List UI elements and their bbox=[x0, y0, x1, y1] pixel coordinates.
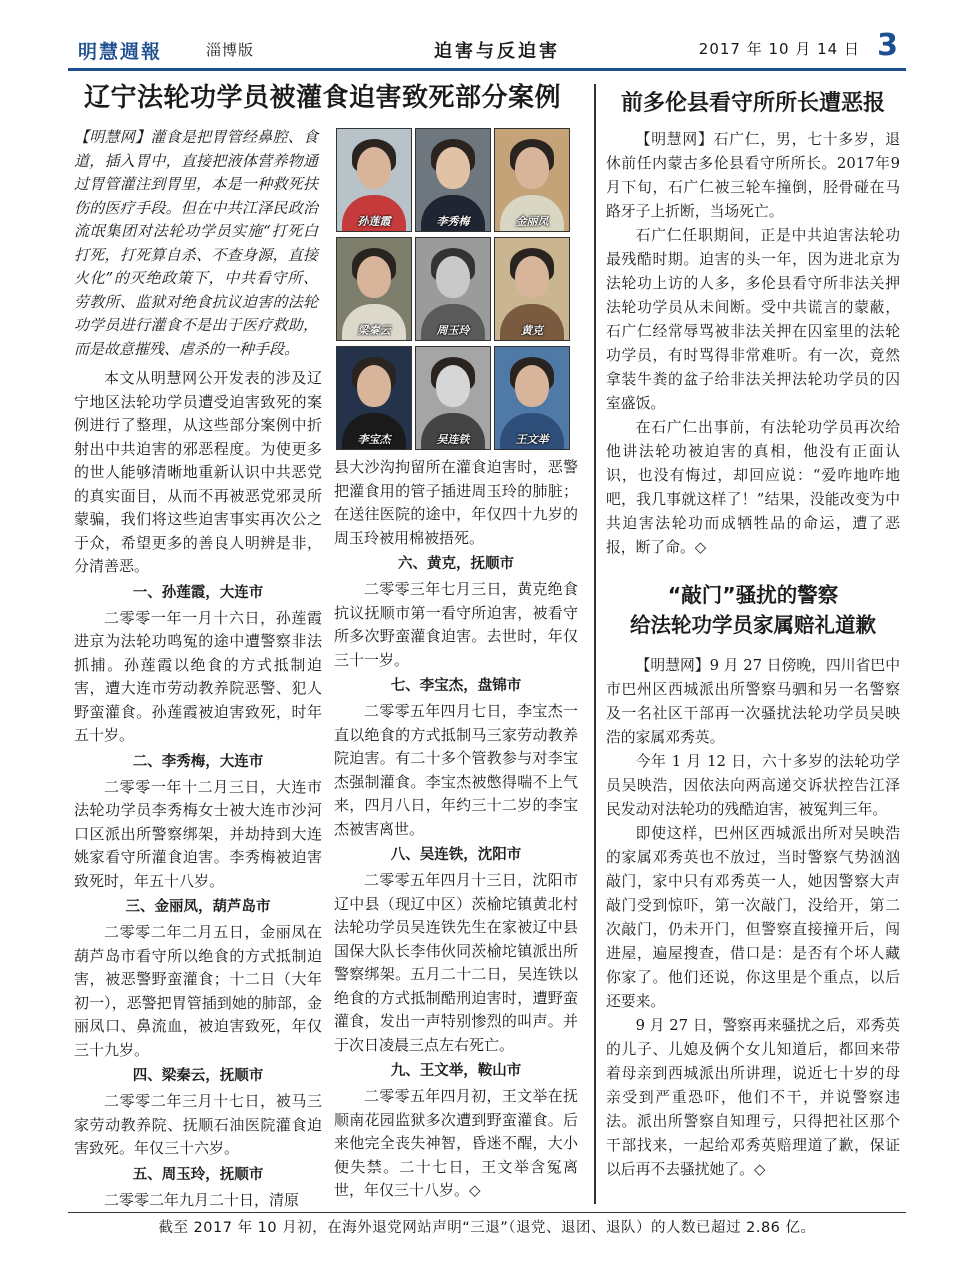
article-paragraph: 在石广仁出事前，有法轮功学员再次给他讲法轮功被迫害的真相，他没有正面认识，也没有悔过，却回应说：“爱咋地咋地吧，我几事就这样了！”结果，没能改变为中共迫害法轮功而成牺牲品的命运，遭了恶报，断了命。◇ bbox=[606, 419, 900, 556]
case-heading: 二、李秀梅，大连市 bbox=[132, 753, 264, 770]
footer-notice: 截至 2017 年 10 月初，在海外退党网站声明“三退”（退党、退团、退队）的人数已超过 2.86 亿。 bbox=[158, 1220, 816, 1236]
photo-caption: 孙莲霞 bbox=[357, 215, 391, 228]
case-heading: 四、梁秦云，抚顺市 bbox=[132, 1068, 264, 1084]
article-paragraph: 【明慧网】石广仁，男，七十多岁，退休前任内蒙古多伦县看守所所长。2017年9月下旬，石广仁被三轮车撞倒，胫骨碰在马路牙子上折断，当场死亡。 bbox=[606, 131, 900, 220]
header-rule bbox=[68, 68, 906, 71]
case-text: 二零零三年七月三日，黄克绝食抗议抚顺市第一看守所迫害，被看守所多次野蛮灌食迫害。去世时，年仅三十一岁。 bbox=[334, 580, 578, 669]
issue-date: 2017 年 10 月 14 日 bbox=[698, 40, 860, 58]
photo-caption: 李宝杰 bbox=[357, 433, 391, 446]
article-column-left bbox=[74, 126, 322, 1212]
portrait-photo bbox=[494, 128, 570, 232]
case-text: 二零零一年一月十六日，孙莲霞进京为法轮功鸣冤的途中遭警察非法抓捕。孙莲霞以绝食的方式抵制迫害，遭大连市劳动教养院恶警、犯人野蛮灌食。孙莲霞被迫害致死，时年五十岁。 bbox=[74, 608, 322, 744]
newspaper-brand: 明慧週報 bbox=[78, 41, 163, 63]
article-title-line: “敲门”骚扰的警察 bbox=[667, 583, 839, 607]
portrait-photo bbox=[494, 346, 570, 450]
article-paragraph: 今年 1 月 12 日，六十多岁的法轮功学员吴映浩，因依法向两高递交诉状控告江泽民发动对法轮功的残酷迫害，被冤判三年。 bbox=[606, 753, 900, 818]
portrait-photo bbox=[336, 237, 412, 341]
photo-caption: 周玉玲 bbox=[436, 324, 470, 337]
photo-caption: 李秀梅 bbox=[436, 215, 470, 228]
case-text: 二零零二年二月五日，金丽凤在葫芦岛市看守所以绝食的方式抵制迫害，被恶警野蛮灌食；十二日（大年初一），恶警把胃管插到她的肺部，金丽凤口、鼻流血，被迫害致死，年仅三十九岁。 bbox=[74, 923, 322, 1059]
case-text: 二零零五年四月十三日，沈阳市辽中县（现辽中区）茨榆坨镇黄北村法轮功学员吴连铁先生在家被辽中县国保大队长李伟伙同茨榆坨镇派出所警察绑架。五月二十二日，吴连铁以绝食的方式抵制酷刑迫害时，遭野蛮灌食，发出一声特别惨烈的叫声。并于次日凌晨三点左右死亡。 bbox=[334, 871, 578, 1054]
article-paragraph: 9 月 27 日，警察再来骚扰之后，邓秀英的儿子、儿媳及俩个女儿知道后，都回来带着母亲到西城派出所讲理，说近七十岁的母亲受到严重恐吓，他们不干，并说警察违法。派出所警察自知理亏，只得把社区那个干部找来，一起给邓秀英赔理道了歉，保证以后再不去骚扰她了。◇ bbox=[606, 1017, 900, 1178]
portrait-photo bbox=[336, 128, 412, 232]
case-heading: 八、吴连铁，沈阳市 bbox=[390, 847, 522, 863]
photo-caption: 梁秦云 bbox=[357, 324, 391, 337]
article-title-line: 给法轮功学员家属赔礼道歉 bbox=[630, 613, 876, 637]
article-summary: 本文从明慧网公开发表的涉及辽宁地区法轮功学员遭受迫害致死的案例进行了整理，从这些部分案例中折射出中共迫害的邪恶程度。为使更多的世人能够清晰地重新认识中共恶党的真实面目，从而不再被恶党邪灵所蒙骗，我们将这些迫害事实再次公之于众，希望更多的善良人明辨是非，分清善恶。 bbox=[74, 369, 322, 575]
case-text: 二零零五年四月初，王文举在抚顺南花园监狱多次遭到野蛮灌食。后来他完全丧失神智，昏迷不醒，大小便失禁。二十七日，王文举含冤离世，年仅三十八岁。◇ bbox=[334, 1087, 578, 1199]
article-right-bottom bbox=[606, 580, 900, 1182]
column-divider bbox=[594, 84, 596, 1204]
edition-label: 淄博版 bbox=[206, 41, 255, 59]
page-number: 3 bbox=[877, 28, 898, 63]
article-title: 辽宁法轮功学员被灌食迫害致死部分案例 bbox=[84, 83, 562, 113]
masthead bbox=[78, 28, 900, 64]
article-title: 前多伦县看守所所长遭恶报 bbox=[620, 91, 885, 116]
portrait-photo bbox=[415, 128, 491, 232]
victim-photo-grid bbox=[336, 128, 570, 450]
photo-caption: 王文举 bbox=[515, 433, 549, 446]
article-intro: 【明慧网】灌食是把胃管经鼻腔、食道，插入胃中，直接把液体营养物通过胃管灌注到胃里，本是一种救死扶伤的医疗手段。但在中共江泽民政治流氓集团对法轮功学员实施“打死白打死，打死算自杀、不查身源，直接火化”的灭绝政策下，中共看守所、劳教所、监狱对绝食抗议迫害的法轮功学员进行灌食不是出于医疗救助，而是故意摧残、虐杀的一种手段。 bbox=[74, 128, 318, 358]
portrait-photo bbox=[415, 237, 491, 341]
portrait-photo bbox=[494, 237, 570, 341]
case-heading: 三、金丽凤，葫芦岛市 bbox=[125, 899, 271, 915]
article-right-top bbox=[606, 84, 900, 560]
section-title: 迫害与反迫害 bbox=[434, 41, 560, 62]
article-intro-block bbox=[74, 126, 318, 361]
case-heading: 五、周玉玲，抚顺市 bbox=[132, 1166, 264, 1183]
portrait-photo bbox=[415, 346, 491, 450]
case-text: 二零零二年九月二十日，清原 bbox=[104, 1190, 300, 1209]
article-paragraph: 【明慧网】9 月 27 日傍晚，四川省巴中市巴州区西城派出所警察马驷和另一名警察及一名社区干部再一次骚扰法轮功学员吴映浩的家属邓秀英。 bbox=[606, 657, 900, 746]
case-heading: 六、黄克，抚顺市 bbox=[398, 556, 514, 572]
case-heading: 一、孙莲霞，大连市 bbox=[132, 584, 264, 601]
photo-caption: 黄克 bbox=[521, 324, 543, 337]
article-paragraph: 石广仁任职期间，正是中共迫害法轮功最残酷时期。迫害的头一年，因为进北京为法轮功上访的人多，多伦县看守所非法关押法轮功学员从未间断。受中共谎言的蒙蔽，石广仁经常辱骂被非法关押在囚室里的法轮功学员，有时骂得非常难听。有一次，竟然拿装牛粪的盆子给非法关押法轮功学员的囚室盛饭。 bbox=[606, 227, 900, 412]
case-text: 二零零二年三月十七日，被马三家劳动教养院、抚顺石油医院灌食迫害致死。年仅三十六岁。 bbox=[74, 1092, 322, 1157]
photo-caption: 金丽凤 bbox=[515, 215, 549, 228]
footer-rule bbox=[68, 1212, 906, 1213]
case-text: 二零零一年十二月三日，大连市法轮功学员李秀梅女士被大连市沙河口区派出所警察绑架，并劫持到大连姚家看守所灌食迫害。李秀梅被迫害致死时，年五十八岁。 bbox=[74, 777, 322, 890]
article-column-middle bbox=[334, 456, 578, 1203]
article-paragraph: 即使这样，巴州区西城派出所对吴映浩的家属邓秀英也不放过，当时警察气势汹汹敲门，家中只有邓秀英一人，她因警察大声敲门受到惊吓，第一次敲门，没给开，第二次敲门，仍未开门，但警察直接撞开后，闯进屋，遍屋搜查，借口是：是否有个坏人藏你家了。他们还说，你这里是个重点，以后还要来。 bbox=[606, 825, 900, 1010]
case-text: 二零零五年四月七日，李宝杰一直以绝食的方式抵制马三家劳动教养院迫害。有二十多个管教参与对李宝杰强制灌食。李宝杰被憋得喘不上气来，四月八日，年约三十二岁的李宝杰被害离世。 bbox=[334, 702, 578, 838]
case-text-continued: 县大沙沟拘留所在灌食迫害时，恶警把灌食用的管子插进周玉玲的肺脏；在送往医院的途中，年仅四十九岁的周玉玲被用棉被捂死。 bbox=[334, 458, 578, 547]
case-heading: 七、李宝杰，盘锦市 bbox=[390, 678, 522, 694]
article-title bbox=[606, 580, 900, 640]
photo-caption: 吴连铁 bbox=[436, 433, 470, 446]
portrait-photo bbox=[336, 346, 412, 450]
case-heading: 九、王文举，鞍山市 bbox=[390, 1063, 522, 1079]
